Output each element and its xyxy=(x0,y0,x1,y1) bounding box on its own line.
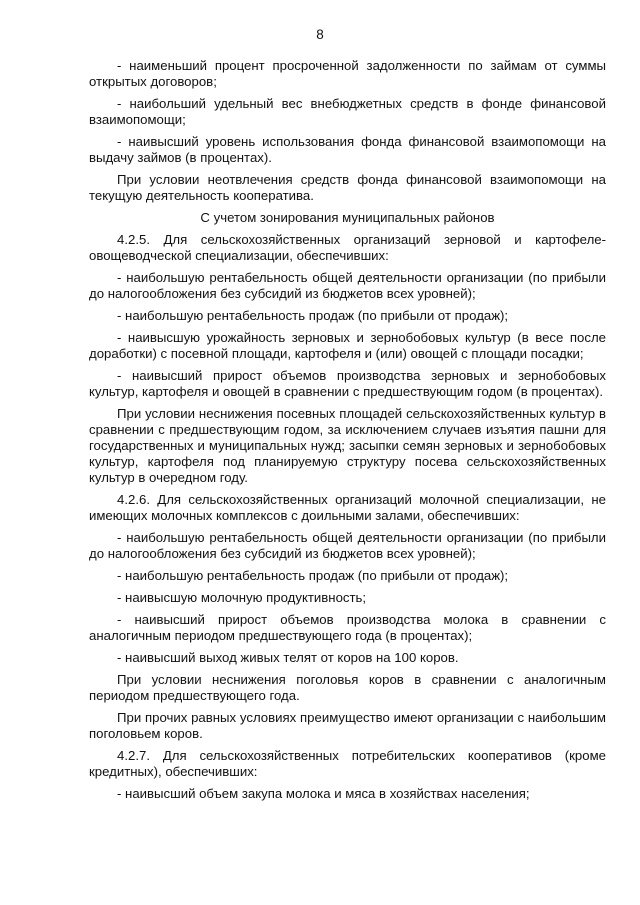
paragraph: - наибольшую рентабельность продаж (по прибыли от продаж); xyxy=(117,307,509,323)
paragraph: - наибольшую рентабельность общей деятельности организации (по прибыли до налогообложения без субсидий из бюджетов всех уровней); xyxy=(89,269,606,301)
paragraph: - наибольшую рентабельность продаж (по прибыли от продаж); xyxy=(117,568,509,584)
paragraph: При прочих равных условиях преимущество имеют организации с наибольшим поголовьем коров. xyxy=(89,709,606,741)
paragraph: - наивысший уровень использования фонда финансовой взаимопомощи на выдачу займов (в процентах). xyxy=(89,134,606,166)
paragraph: - наивысший объем закупа молока и мяса в хозяйствах населения; xyxy=(117,785,530,801)
paragraph: 4.2.5. Для сельскохозяйственных организаций зерновой и картофеле-овощеводческой специализации, обеспечивших: xyxy=(89,231,606,263)
paragraph: - наивысшую молочную продуктивность; xyxy=(117,590,367,605)
paragraph: При условии неснижения посевных площадей сельскохозяйственных культур в сравнении с предшествующим годом, за исключением случаев изъятия пашни для государственных и муниципальных нужд; засыпки семян зерновых и зернобобовых культур, картофеля под планируемую структуру посева сельскохозяйственных культур в очередном году. xyxy=(89,405,606,486)
paragraph: - наименьший процент просроченной задолженности по займам от суммы открытых договоров; xyxy=(89,58,606,90)
paragraph: 4.2.7. Для сельскохозяйственных потребительских кооперативов (кроме кредитных), обеспечивших: xyxy=(89,747,606,779)
paragraph: - наивысший прирост объемов производства молока в сравнении с аналогичным периодом предшествующего года (в процентах); xyxy=(89,611,606,643)
paragraph: - наибольший удельный вес внебюджетных средств в фонде финансовой взаимопомощи; xyxy=(89,96,606,128)
paragraph: При условии неотвлечения средств фонда финансовой взаимопомощи на текущую деятельность кооператива. xyxy=(89,172,606,204)
paragraph: - наибольшую рентабельность общей деятельности организации (по прибыли до налогообложения без субсидий из бюджетов всех уровней); xyxy=(89,530,606,562)
paragraph: При условии неснижения поголовья коров в сравнении с аналогичным периодом предшествующего года. xyxy=(89,671,606,703)
document-body xyxy=(89,58,606,807)
section-subheading: С учетом зонирования муниципальных районов xyxy=(200,210,495,225)
page-number: 8 xyxy=(316,27,324,42)
paragraph: - наивысший прирост объемов производства зерновых и зернобобовых культур, картофеля и овощей в сравнении с предшествующим годом (в процентах). xyxy=(89,367,606,399)
paragraph: - наивысшую урожайность зерновых и зернобобовых культур (в весе после доработки) с посевной площади, картофеля и (или) овощей с площади посадки; xyxy=(89,329,606,361)
paragraph: - наивысший выход живых телят от коров на 100 коров. xyxy=(117,649,459,665)
paragraph: 4.2.6. Для сельскохозяйственных организаций молочной специализации, не имеющих молочных комплексов с доильными залами, обеспечивших: xyxy=(89,492,606,524)
